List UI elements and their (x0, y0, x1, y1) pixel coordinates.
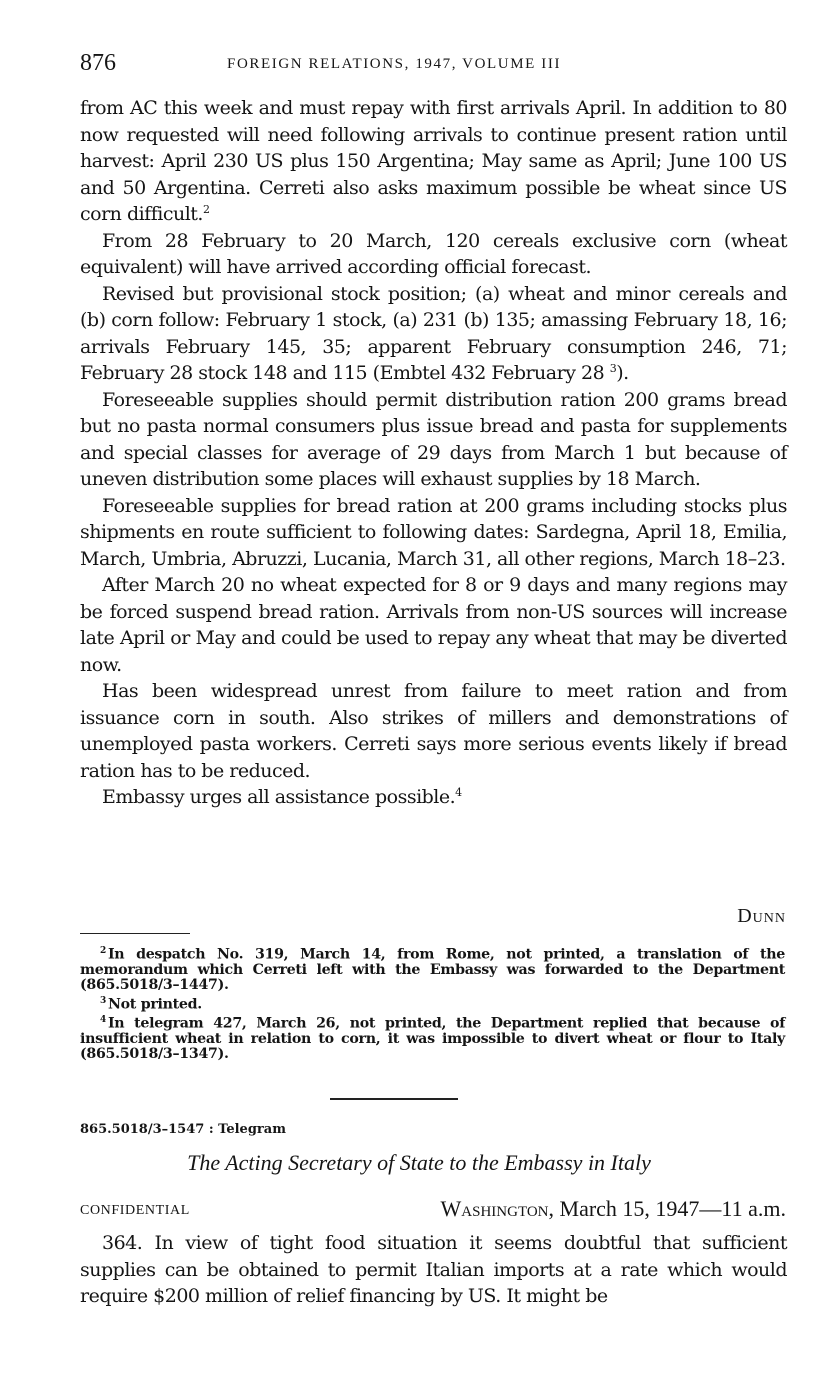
paragraph: Foreseeable supplies should permit distribution ration 200 grams bread but no pasta normal consumers plus issue bread and pasta for supplements and special classes for average of 29 days from March 1 but because of uneven distribution some places will exhaust supplies by 18 March. (80, 388, 787, 490)
running-title: FOREIGN RELATIONS, 1947, VOLUME III (227, 56, 562, 72)
footnote-mark: 3 (100, 995, 106, 1006)
section-divider (330, 1098, 458, 1100)
paragraph: Foreseeable supplies for bread ration at 200 grams including stocks plus shipments en route sufficient to following dates: Sardegna, April 18, Emilia, March, Umbria, Abruzzi, Lucania, March 31, all other regions, March 18–23. (80, 494, 787, 570)
next-document-body (80, 1230, 787, 1310)
paragraph: Embassy urges all assistance possible.$^4$ (102, 786, 462, 808)
paragraph: Has been widespread unrest from failure to meet ration and from issuance corn in south. Also strikes of millers and demonstrations of unemployed pasta workers. Cerreti says more serious events likely if bread ration has to be reduced. (80, 680, 787, 782)
footnote-mark: 2 (100, 946, 106, 956)
dateline-date: March 15, 1947—11 a.m. (559, 1196, 786, 1221)
telegram-body (80, 95, 787, 811)
paragraph: from AC this week and must repay with first arrivals April. In addition to 80 now requested will need following arrivals to continue present ration until harvest: April 230 US plus 150 Argentina; May same as April; June 100 US and 50 Argentina. Cerreti also asks maximum possible be wheat since US corn difficult.$^2$ (80, 97, 787, 225)
paragraph: 364. In view of tight food situation it seems doubtful that sufficient supplies can be obtained to permit Italian imports at a rate which would require $200 million of relief financing by US. It might be (80, 1232, 787, 1307)
file-reference: 865.5018/3–1547 : Telegram (80, 1122, 286, 1137)
running-header (80, 50, 785, 80)
paragraph: Revised but provisional stock position; (a) wheat and minor cereals and (b) corn follow: February 1 stock, (a) 231 (b) 135; amassing February 18, 16; arrivals February 145, 35; apparent February consumption 246, 71; February 28 stock 148 and 115 (Embtel 432 February 28 $^3$). (80, 282, 787, 384)
footnote: $^3$ Not printed. (100, 995, 202, 1013)
footnote-ref: 2 (202, 203, 210, 216)
footnote-ref: 4 (455, 786, 462, 799)
footnote: $^4$ In telegram 427, March 26, not printed, the Department replied that because of insufficient wheat in relation to corn, it was impossible to divert wheat or flour to Italy (865.5018/3–1347). (80, 1014, 785, 1062)
footnote-divider (80, 933, 190, 934)
classification-label: CONFIDENTIAL (80, 1203, 190, 1218)
document-heading: The Acting Secretary of State to the Embassy in Italy (187, 1150, 651, 1175)
page-number: 876 (80, 50, 116, 76)
footnotes (80, 944, 785, 1062)
footnote: $^2$ In despatch No. 319, March 14, from Rome, not printed, a translation of the memorandum which Cerreti left with the Embassy was forwarded to the Department (865.5018/3–1447). (80, 946, 785, 994)
signature: Dunn (737, 905, 786, 927)
paragraph: From 28 February to 20 March, 120 cereals exclusive corn (wheat equivalent) will have arrived according official forecast. (80, 229, 787, 278)
paragraph: After March 20 no wheat expected for 8 or 9 days and many regions may be forced suspend bread ration. Arrivals from non-US sources will increase late April or May and could be used to repay any wheat that may be diverted now. (80, 574, 787, 676)
dateline (441, 1196, 786, 1222)
dateline-place: Washington, (440, 1196, 555, 1221)
footnote-mark: 4 (100, 1014, 106, 1025)
footnote-ref: 3 (609, 362, 617, 375)
